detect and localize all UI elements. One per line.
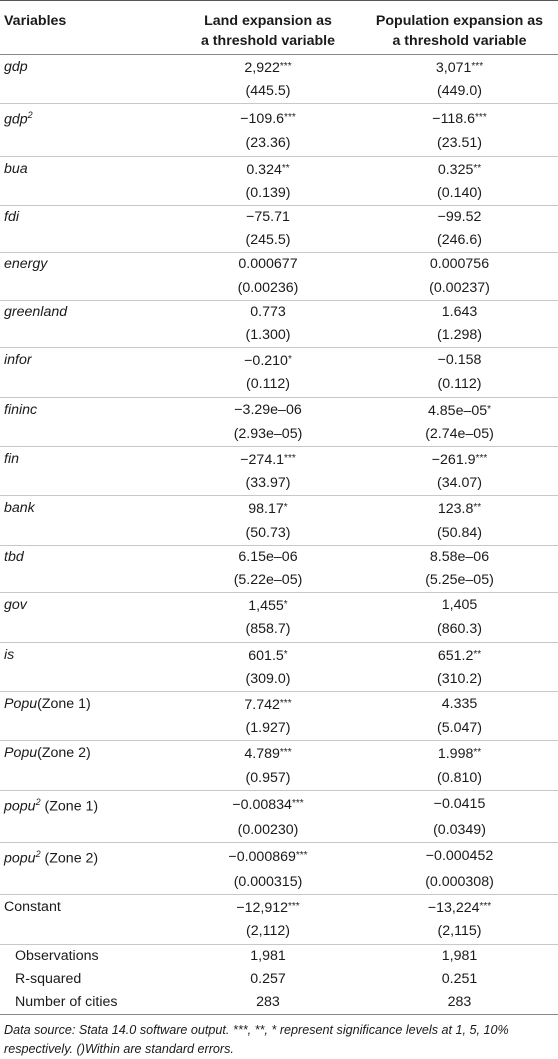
standard-error-cell [361,132,558,156]
standard-error-value: (2.93e–05) [233,425,303,442]
table-header [0,1,558,55]
coefficient-value: 8.58e–06 [429,548,490,565]
empty-cell [0,767,175,791]
coefficient-value: −0.000869 [228,849,296,866]
coefficient-cell [361,156,558,182]
standard-error-row [0,871,558,895]
empty-cell [0,668,175,692]
standard-error-cell [175,277,361,301]
coefficient-value: 0.325 [437,161,474,178]
coefficient-value: 6.15e–06 [238,548,298,565]
variable-suffix: (Zone 1) [40,798,99,815]
standard-error-cell [361,819,558,843]
significance-stars: * [283,599,288,611]
coefficient-cell [175,642,361,668]
coefficient-cell [175,104,361,132]
standard-error-value: (246.6) [437,232,482,249]
standard-error-value: (0.957) [245,769,291,786]
coefficient-value: 4.789 [244,746,280,763]
coefficient-value: 0.000677 [238,256,298,273]
variable-name: fininc [4,401,38,418]
standard-error-cell [175,767,361,791]
standard-error-value: (0.00236) [237,279,299,296]
coefficient-cell [361,205,558,229]
variable-name-cell [0,642,175,668]
standard-error-cell [361,920,558,944]
significance-stars: *** [475,111,487,123]
standard-error-cell [175,920,361,944]
variable-name: infor [4,352,32,369]
significance-stars: * [287,354,292,366]
standard-error-value: (1.298) [437,326,482,343]
significance-stars: ** [473,648,482,660]
standard-error-cell [361,717,558,741]
significance-stars: * [283,648,288,660]
statistic-value: 1,981 [361,944,558,968]
coefficient-value: 601.5 [248,647,284,664]
coefficient-cell [175,692,361,718]
coefficient-value: 123.8 [437,501,474,518]
standard-error-value: (5.22e–05) [233,572,303,588]
standard-error-value: (0.810) [437,769,482,786]
table-row [0,397,558,423]
standard-error-value: (23.36) [245,135,291,152]
statistic-value: 283 [361,991,558,1015]
coefficient-value: 98.17 [248,501,284,518]
standard-error-row [0,569,558,593]
significance-stars: *** [284,111,296,123]
variable-name-cell [0,895,175,921]
table-row [0,593,558,619]
coefficient-value: 0.773 [250,303,286,320]
standard-error-row [0,324,558,348]
coefficient-cell [175,842,361,870]
header-col2-line2: a threshold variable [392,33,527,49]
standard-error-cell [361,229,558,253]
standard-error-cell [361,182,558,206]
significance-stars: ** [473,747,482,759]
standard-error-value: (2,112) [246,923,290,940]
header-land-expansion [175,1,361,55]
variable-name-cell [0,156,175,182]
statistic-value: 283 [175,991,361,1015]
standard-error-value: (0.000315) [233,873,303,890]
variable-name-cell [0,446,175,472]
standard-error-cell [361,522,558,546]
significance-stars: * [283,502,288,514]
variable-name: energy [4,256,48,273]
standard-error-cell [175,229,361,253]
coefficient-value: 1,455 [248,598,284,615]
standard-error-cell [361,472,558,496]
coefficient-value: −0.210 [244,353,288,370]
header-col1-line1: Land expansion as [204,13,332,29]
coefficient-cell [361,790,558,818]
coefficient-value: 1.998 [437,746,474,763]
standard-error-row [0,277,558,301]
standard-error-value: (0.139) [245,184,291,201]
standard-error-cell [361,80,558,104]
coefficient-cell [175,156,361,182]
coefficient-cell [361,348,558,374]
coefficient-cell [175,496,361,522]
variable-name: tbd [4,548,24,565]
standard-error-value: (0.112) [437,376,482,393]
standard-error-row [0,373,558,397]
significance-stars: ** [473,162,482,174]
coefficient-cell [175,348,361,374]
coefficient-cell [361,545,558,569]
standard-error-value: (0.000308) [425,873,494,890]
variable-name-cell [0,253,175,277]
standard-error-value: (2,115) [437,923,482,940]
variable-name-cell [0,545,175,569]
coefficient-value: −274.1 [240,451,285,468]
variable-name: gdp [4,59,28,75]
standard-error-value: (449.0) [437,83,482,100]
coefficient-cell [175,300,361,324]
standard-error-value: (2.74e–05) [425,425,494,442]
coefficient-cell [175,55,361,81]
coefficient-value: −0.000452 [425,848,494,865]
standard-error-cell [175,819,361,843]
standard-error-value: (310.2) [437,670,482,687]
standard-error-cell [175,618,361,642]
standard-error-value: (0.140) [437,184,482,201]
variable-name: popu [4,850,36,867]
standard-error-row [0,819,558,843]
empty-cell [0,132,175,156]
statistic-label: Number of cities [0,991,175,1015]
empty-cell [0,920,175,944]
standard-error-value: (1.300) [245,326,291,343]
variable-suffix: (Zone 2) [40,850,99,867]
variable-name: gdp [4,112,28,129]
variable-name: gov [4,597,27,614]
standard-error-value: (50.84) [437,524,482,541]
coefficient-cell [361,55,558,81]
empty-cell [0,618,175,642]
coefficient-value: −3.29e–06 [234,401,302,418]
table-row [0,895,558,921]
standard-error-value: (0.00230) [237,821,299,838]
coefficient-cell [361,842,558,870]
table-row [0,545,558,569]
table-row [0,790,558,818]
coefficient-value: 1,405 [441,597,478,614]
standard-error-value: (858.7) [245,621,291,638]
variable-suffix: (Zone 1) [37,696,91,713]
standard-error-row [0,668,558,692]
standard-error-value: (33.97) [245,475,291,492]
coefficient-cell [361,895,558,921]
coefficient-cell [175,895,361,921]
standard-error-cell [175,569,361,593]
variable-name-cell [0,496,175,522]
standard-error-value: (309.0) [245,670,291,687]
coefficient-value: −0.0415 [433,796,486,813]
standard-error-value: (23.51) [437,135,482,152]
coefficient-cell [361,741,558,767]
header-col2-line1: Population expansion as [375,13,544,29]
standard-error-value: (1.927) [245,720,291,737]
empty-cell [0,717,175,741]
standard-error-row [0,920,558,944]
standard-error-row [0,423,558,447]
empty-cell [0,569,175,593]
coefficient-cell [361,300,558,324]
standard-error-row [0,472,558,496]
standard-error-value: (5.25e–05) [425,572,494,588]
coefficient-value: 0.000756 [429,256,490,273]
table-row [0,300,558,324]
standard-error-value: (0.0349) [433,821,486,838]
standard-error-row [0,717,558,741]
coefficient-value: −12,912 [236,900,288,917]
header-col1-line2: a threshold variable [200,33,336,49]
standard-error-cell [175,522,361,546]
table-row [0,55,558,81]
coefficient-value: −13,224 [427,900,480,917]
variable-name-cell [0,790,175,818]
statistic-label: Observations [0,944,175,968]
variable-name: fin [4,450,19,467]
standard-error-value: (245.5) [245,232,291,249]
statistic-label: R-squared [15,970,82,987]
standard-error-value: (445.5) [245,83,291,100]
empty-cell [0,373,175,397]
significance-stars: *** [279,747,292,759]
variable-name-cell [0,205,175,229]
coefficient-cell [175,741,361,767]
standard-error-cell [175,717,361,741]
statistic-row [0,968,558,991]
standard-error-value: (860.3) [437,621,482,638]
variable-suffix: (Zone 2) [37,745,91,762]
coefficient-value: 4.335 [441,696,478,713]
coefficient-value: −261.9 [431,451,476,468]
variable-name-cell [0,55,175,81]
standard-error-row [0,182,558,206]
variable-name: popu [4,798,36,815]
standard-error-value: (0.00237) [429,279,490,296]
significance-stars: *** [288,901,300,913]
coefficient-value: 1.643 [441,303,478,320]
variable-name-cell [0,300,175,324]
empty-cell [0,819,175,843]
standard-error-cell [361,277,558,301]
coefficient-cell [175,545,361,569]
variable-name: Constant [4,899,61,916]
standard-error-cell [175,871,361,895]
coefficient-cell [361,642,558,668]
table-row [0,156,558,182]
coefficient-value: −0.158 [437,352,482,369]
coefficient-cell [175,205,361,229]
variable-name-cell [0,593,175,619]
empty-cell [0,229,175,253]
standard-error-value: (50.73) [245,524,291,541]
standard-error-cell [361,871,558,895]
statistic-row [0,991,558,1015]
coefficient-cell [175,397,361,423]
variable-name: Popu [4,745,38,762]
variable-name-cell [0,842,175,870]
standard-error-cell [361,668,558,692]
header-population-expansion [361,1,558,55]
coefficient-value: 651.2 [437,647,474,664]
significance-stars: *** [279,61,292,72]
variable-name: bua [4,160,28,177]
empty-cell [0,182,175,206]
empty-cell [0,277,175,301]
coefficient-cell [361,104,558,132]
coefficient-cell [361,593,558,619]
standard-error-value: (0.112) [246,376,290,393]
coefficient-value: −0.00834 [232,797,292,814]
coefficient-cell [175,593,361,619]
variable-name: is [4,646,15,663]
coefficient-cell [175,790,361,818]
empty-cell [0,472,175,496]
variable-name: Popu [4,696,38,713]
significance-stars: *** [279,698,292,710]
table-row [0,692,558,718]
standard-error-row [0,522,558,546]
coefficient-value: 0.324 [246,161,282,178]
variable-exponent: 2 [35,848,41,859]
standard-error-cell [361,767,558,791]
table-row [0,642,558,668]
coefficient-value: −118.6 [432,110,476,127]
table-note: Data source: Stata 14.0 software output. ***, **, * represent significance levels at 1, 5, 10% respectively. ()Within are standard errors. [4,1023,509,1057]
statistic-value: 1,981 [175,944,361,968]
standard-error-cell [361,423,558,447]
significance-stars: *** [471,61,484,72]
significance-stars: ** [473,502,482,514]
coefficient-value: 4.85e–05 [427,402,488,419]
standard-error-cell [175,132,361,156]
empty-cell [0,324,175,348]
significance-stars: *** [291,798,304,810]
standard-error-cell [175,182,361,206]
variable-name-cell [0,104,175,132]
standard-error-row [0,229,558,253]
standard-error-cell [361,324,558,348]
significance-stars: *** [479,901,492,913]
statistic-value: 0.257 [250,970,286,987]
table-row [0,842,558,870]
empty-cell [0,522,175,546]
table-row [0,205,558,229]
significance-stars: ** [281,162,290,174]
standard-error-row [0,767,558,791]
standard-error-value: (34.07) [437,475,482,492]
header-variables: Variables [0,1,175,55]
statistic-row [0,944,558,968]
coefficient-cell [175,446,361,472]
variable-name-cell [0,397,175,423]
statistic-value: 0.251 [441,970,478,987]
standard-error-cell [361,569,558,593]
table-row [0,104,558,132]
variable-name-cell [0,348,175,374]
coefficient-cell [361,253,558,277]
empty-cell [0,423,175,447]
significance-stars: *** [475,452,488,464]
coefficient-value: −109.6 [240,110,285,127]
standard-error-cell [175,668,361,692]
coefficient-cell [361,496,558,522]
standard-error-row [0,80,558,104]
significance-stars: *** [284,452,296,464]
empty-cell [0,871,175,895]
table-body [0,55,558,1015]
table-row [0,253,558,277]
standard-error-cell [175,80,361,104]
standard-error-row [0,132,558,156]
variable-name: fdi [4,208,19,225]
coefficient-value: 3,071 [435,60,472,76]
standard-error-cell [175,423,361,447]
coefficient-cell [361,692,558,718]
standard-error-cell [175,472,361,496]
coefficient-value: 2,922 [244,60,280,76]
variable-name-cell [0,692,175,718]
coefficient-value: 7.742 [244,697,280,714]
standard-error-cell [361,618,558,642]
significance-stars: *** [295,850,308,862]
standard-error-value: (5.047) [437,720,482,737]
coefficient-value: −75.71 [246,208,290,225]
table-row [0,348,558,374]
standard-error-row [0,618,558,642]
variable-name: greenland [4,303,68,320]
variable-name: bank [4,500,35,517]
standard-error-cell [361,373,558,397]
empty-cell [0,80,175,104]
variable-exponent: 2 [35,796,41,807]
significance-stars: * [487,403,492,415]
standard-error-cell [175,324,361,348]
table-row [0,496,558,522]
coefficient-value: −99.52 [437,208,482,225]
variable-name-cell [0,741,175,767]
coefficient-cell [361,397,558,423]
standard-error-cell [175,373,361,397]
coefficient-cell [175,253,361,277]
coefficient-cell [361,446,558,472]
variable-exponent: 2 [27,110,33,121]
table-row [0,741,558,767]
table-row [0,446,558,472]
